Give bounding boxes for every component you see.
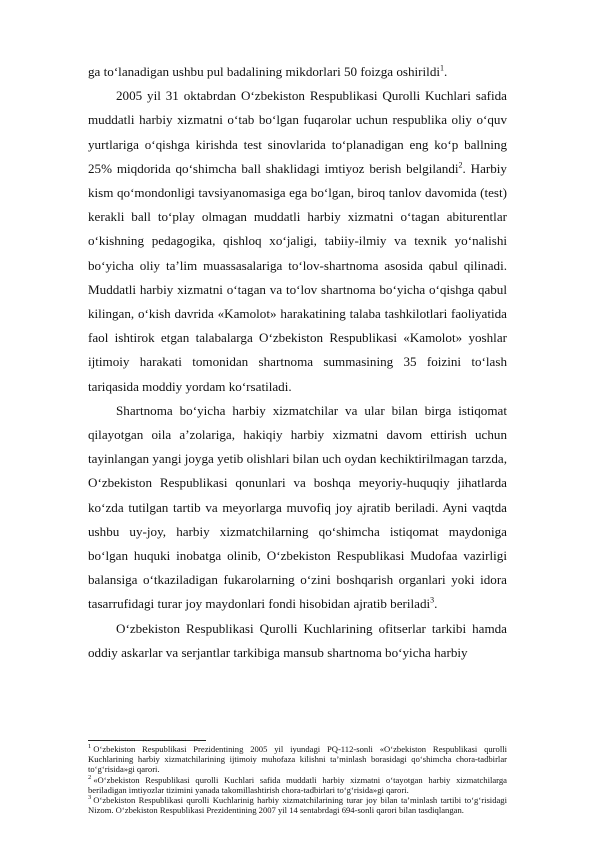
paragraph-4 bbox=[88, 617, 507, 665]
footnotes bbox=[88, 744, 507, 815]
footnote-2 bbox=[88, 775, 507, 795]
paragraph-1-tail: . bbox=[444, 64, 448, 79]
footnote-3-text: O‘zbekiston Respublikasi qurolli Kuchlarinig harbiy xizmatchilarining turar joy bilan ta’minlash tartibi to‘g‘risidagi Nizom. O‘zbekiston Respublikasi Prezidentining 2007 yil 14 sentabrdagi 694-sonli qarori bilan tasdiqlangan. bbox=[88, 795, 507, 816]
footnote-separator bbox=[88, 740, 206, 741]
footnote-ref-1: 1 bbox=[440, 63, 445, 73]
footnote-ref-3: 3 bbox=[430, 596, 435, 606]
paragraph-3 bbox=[88, 399, 507, 617]
footnote-mark-2: 2 bbox=[88, 773, 92, 781]
footnote-mark-1: 1 bbox=[88, 743, 92, 751]
paragraph-4-text: O‘zbekiston Respublikasi Qurolli Kuchlarining ofitserlar tarkibi hamda oddiy askarlar va serjantlar tarkibiga mansub shartnoma bo‘yicha harbiy bbox=[88, 620, 507, 660]
paragraph-1 bbox=[88, 60, 507, 84]
paragraph-1-text: ga to‘lanadigan ushbu pul badalining mikdorlari 50 foizga oshirildi bbox=[88, 64, 441, 79]
footnote-1-text: O‘zbekiston Respublikasi Prezidentining 2005 yil iyundagi PQ-112-sonli «O‘zbekiston Respublikasi qurolli Kuchlarining harbiy xizmatchilarining ijtimoiy muhofaza kilishni ta’minlash borasidagi qo‘shimcha chora-tadbirlar to‘g‘risida»gi qarori. bbox=[88, 744, 507, 775]
footnote-mark-3: 3 bbox=[88, 794, 92, 802]
footnote-3 bbox=[88, 795, 507, 815]
paragraph-3-text: Shartnoma bo‘yicha harbiy xizmatchilar va ular bilan birga istiqomat qilayotgan oila a’zolariga, hakiqiy harbiy xizmatni davom ettirish uchun tayinlangan yangi joyga yetib olishlari bilan uch oydan kechiktirilmagan tarzda, O‘zbekiston Respublikasi qonunlari va boshqa meyoriy-huquqiy jihatlarda ko‘zda tutilgan tartib va meyorlarga muvofiq joy ajratib beriladi. Ayni vaqtda ushbu uy-joy, harbiy xizmatchilarning qo‘shimcha istiqomat maydoniga bo‘lgan huquki inobatga olinib, O‘zbekiston Respublikasi Mudofaa vazirligi balansiga o‘tkaziladigan fukarolarning o‘zini boshqarish organlari yoki idora tasarrufidagi turar joy maydonlari fondi hisobidan ajratib beriladi bbox=[88, 402, 507, 612]
footnote-2-text: «O‘zbekiston Respublikasi qurolli Kuchlari safida muddatli harbiy xizmatni o‘tayotgan harbiy xizmatchilarga beriladigan imtiyozlar tizimini yanada takomillashtirish chora-tadbirlari to‘g‘risida»gi qarori. bbox=[88, 774, 507, 795]
main-text bbox=[88, 60, 507, 665]
footnote-ref-2: 2 bbox=[458, 160, 463, 170]
paragraph-2 bbox=[88, 84, 507, 399]
footnote-1 bbox=[88, 744, 507, 775]
paragraph-2-text: 2005 yil 31 oktabrdan O‘zbekiston Respublikasi Qurolli Kuchlari safida muddatli harbiy xizmatni o‘tab bo‘lgan fuqarolar uchun respublika oliy o‘quv yurtlariga o‘qishga kirishda test sinovlarida to‘planadigan eng ko‘p ballning 25% miqdorida qo‘shimcha ball shaklidagi imtiyoz berish belgilandi bbox=[88, 88, 507, 176]
paragraph-2-tail: . Harbiy kism qo‘mondonligi tavsiyanomasiga ega bo‘lgan, biroq tanlov davomida (test) kerakli ball to‘play olmagan muddatli harbiy xizmatni o‘tagan abiturentlar o‘kishning pedagogika, qishloq xo‘jaligi, tabiiy-ilmiy va texnik yo‘nalishi bo‘yicha oliy ta’lim muassasalariga to‘lov-shartnoma asosida qabul qilinadi. Muddatli harbiy xizmatni o‘tagan va to‘lov shartnoma bo‘yicha o‘qishga qabul kilingan, o‘kish davrida «Kamolot» harakatining talaba tashkilotlari faoliyatida faol ishtirok etgan talabalarga O‘zbekiston Respublikasi «Kamolot» yoshlar ijtimoiy harakati tomonidan shartnoma summasining 35 foizini to‘lash tariqasida moddiy yordam ko‘rsatiladi. bbox=[88, 160, 507, 394]
paragraph-3-tail: . bbox=[434, 596, 438, 612]
